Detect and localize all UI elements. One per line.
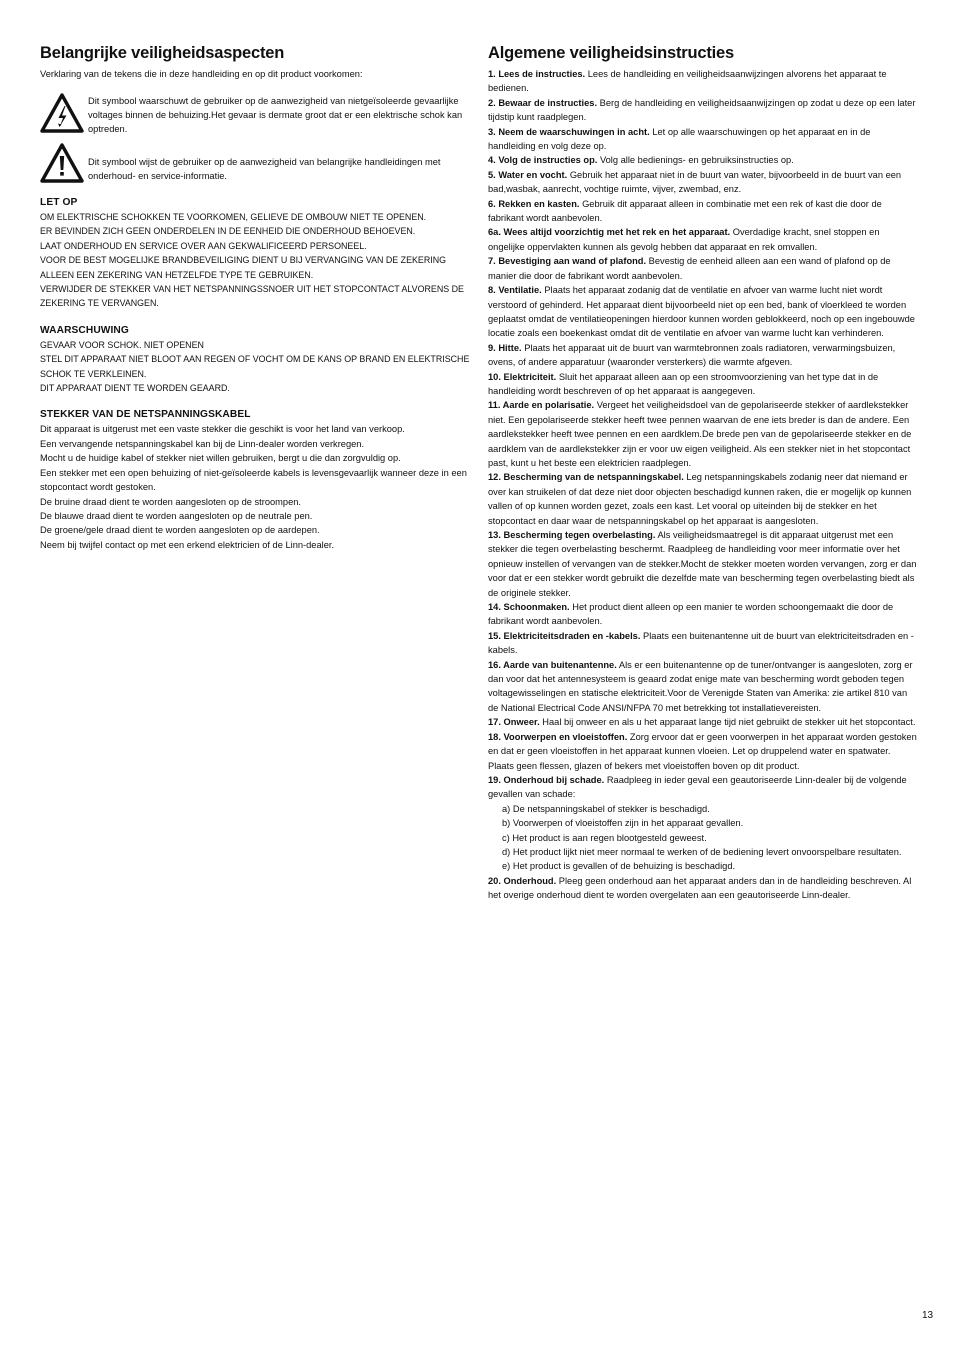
stekker-line: De bruine draad dient te worden aangesloten op de stroompen. — [40, 496, 302, 507]
instruction-text: Raadpleeg in ieder geval een geautoriseerde Linn-dealer bij de volgende gevallen van schade: — [488, 774, 907, 800]
instruction-label: 18. Voorwerpen en vloeistoffen. — [488, 731, 628, 742]
instruction-item — [488, 629, 918, 658]
instruction-label: 5. Water en vocht. — [488, 169, 568, 180]
instruction-text: Sluit het apparaat alleen aan op een stroomvoorziening van het type dat in de handleiding wordt beschreven of op het apparaat is aangegeven. — [488, 371, 879, 396]
instruction-text: Berg de handleiding en veiligheidsaanwijzingen op zodat u deze op een later tijdstip kunt raadplegen. — [488, 97, 916, 123]
instruction-text: Gebruik dit apparaat alleen in combinatie met een rek of kast die door de fabrikant wordt aanbevolen. — [488, 198, 882, 224]
let-op-heading: LET OP — [40, 197, 78, 209]
let-op-line: VERWIJDER DE STEKKER VAN HET NETSPANNINGSSNOER UIT HET STOPCONTACT ALVORENS DE ZEKERING TE VERVANGEN. — [40, 284, 464, 309]
stekker-line: De groene/gele draad dient te worden aangesloten op de aardepen. — [40, 525, 320, 536]
instruction-item — [488, 370, 918, 399]
instruction-label: 15. Elektriciteitsdraden en -kabels. — [488, 630, 641, 641]
let-op-line: OM ELEKTRISCHE SCHOKKEN TE VOORKOMEN, GELIEVE DE OMBOUW NIET TE OPENEN. — [40, 212, 427, 223]
instruction-item — [488, 153, 918, 167]
symbol-row-lightning — [40, 93, 470, 137]
intro-text: Verklaring van de tekens die in deze handleiding en op dit product voorkomen: — [40, 69, 363, 79]
stekker-line: De blauwe draad dient te worden aangesloten op de neutrale pen. — [40, 510, 313, 521]
instruction-label: 19. Onderhoud bij schade. — [488, 774, 605, 785]
instruction-label: 14. Schoonmaken. — [488, 602, 570, 613]
instruction-label: 20. Onderhoud. — [488, 875, 557, 886]
instruction-text: Als er een buitenantenne op de tuner/ontvanger is aangesloten, zorg er dan voor dat het antennesysteem is geaard zodat enige mate van bescherming wordt geboden tegen voltagewisselingen en statische elektriciteit.Voor de Verenigde Staten van Amerika: zie artikel 810 van de National Electrical Code ANSI/NFPA 70 met betrekking tot installatievereisten. — [488, 659, 913, 713]
instruction-item — [488, 658, 918, 716]
damage-case-item: a) De netspanningskabel of stekker is beschadigd. — [502, 803, 710, 814]
stekker-text — [40, 422, 470, 552]
left-column — [40, 44, 470, 552]
instruction-item — [488, 874, 918, 903]
instruction-text: Zorg ervoor dat er geen voorwerpen in het apparaat worden gestoken en dat er geen vloeistoffen in het apparaat kunnen vloeien. Let op druppelend water en spatwater. Plaats geen flessen, glazen of bekers met vloeistoffen boven op dit product. — [488, 731, 917, 771]
instruction-text: Haal bij onweer en als u het apparaat lange tijd niet gebruikt de stekker uit het stopcontact. — [542, 717, 916, 728]
instruction-item — [488, 730, 918, 773]
stekker-line: Neem bij twijfel contact op met een erkend elektricien of de Linn-dealer. — [40, 539, 335, 550]
instruction-item — [488, 67, 918, 96]
instruction-text: Pleeg geen onderhoud aan het apparaat anders dan in de handleiding beschreven. Al het overige onderhoud dient te worden overgelaten aan een geautoriseerde Linn-dealer. — [488, 875, 912, 901]
instruction-label: 11. Aarde en polarisatie. — [488, 400, 595, 411]
instruction-item — [488, 254, 918, 283]
instruction-label: 8. Ventilatie. — [488, 285, 542, 296]
section-title-general-instructions: Algemene veiligheidsinstructies — [488, 44, 734, 62]
instruction-label: 17. Onweer. — [488, 717, 540, 728]
instruction-label: 2. Bewaar de instructies. — [488, 97, 598, 108]
instruction-item — [488, 470, 918, 528]
instruction-text: Plaats het apparaat uit de buurt van warmtebronnen zoals radiatoren, verwarmingsbuizen, ovens, of andere apparatuur (waaronder versterkers) die warmte afgeven. — [488, 342, 896, 368]
instruction-text: Let op alle waarschuwingen op het apparaat en in de handleiding en volg deze op. — [488, 126, 871, 152]
page-number: 13 — [922, 1310, 934, 1321]
instruction-text: Lees de handleiding en veiligheidsaanwijzingen alvorens het apparaat te bedienen. — [488, 69, 887, 94]
instruction-item — [488, 398, 918, 470]
section-title-safety-aspects: Belangrijke veiligheidsaspecten — [40, 44, 285, 62]
instruction-text: Het product dient alleen op een manier te worden schoongemaakt die door de fabrikant wordt aanbevolen. — [488, 602, 894, 627]
waarschuwing-text — [40, 338, 470, 396]
instruction-label: 10. Elektriciteit. — [488, 371, 557, 382]
damage-case-item: e) Het product is gevallen of de behuizing is beschadigd. — [502, 861, 736, 872]
instruction-label: 6a. Wees altijd voorzichtig met het rek en het apparaat. — [488, 227, 731, 238]
damage-case-item: c) Het product is aan regen blootgesteld geweest. — [502, 832, 707, 843]
instruction-item — [488, 96, 918, 125]
instruction-text: Bevestig de eenheid alleen aan een wand of plafond op de manier die door de fabrikant wordt aanbevolen. — [488, 256, 891, 281]
instruction-item — [488, 225, 918, 254]
instruction-item — [488, 528, 918, 600]
instruction-text: Overdadige kracht, snel stoppen en ongelijke oppervlakten kunnen als gevolg hebben dat apparaat en rek omvallen. — [488, 227, 880, 252]
instruction-text: Leg netspanningskabels zodanig neer dat niemand er over kan struikelen of dat deze niet door objecten beschadigd kunnen raken, die er mogelijk op kunnen vallen of op kunnen worden gezet, zoals een kast. Let vooral op uiteinden bij de stekker en het stopcontact en daar waar de netspanningskabel op het apparaat is aangesloten. — [488, 472, 912, 526]
stekker-line: Mocht u de huidige kabel of stekker niet willen gebruiken, bergt u die dan zorgvuldig op. — [40, 453, 401, 464]
instruction-label: 13. Bescherming tegen overbelasting. — [488, 530, 656, 540]
instruction-item — [488, 197, 918, 226]
instruction-label: 9. Hitte. — [488, 342, 522, 353]
instruction-label: 7. Bevestiging aan wand of plafond. — [488, 256, 647, 267]
waarschuwing-heading: WAARSCHUWING — [40, 324, 129, 336]
damage-case-item: d) Het product lijkt niet meer normaal te werken of de bediening levert onvoorspelbare resultaten. — [502, 846, 902, 857]
instruction-text: Als veiligheidsmaatregel is dit apparaat uitgerust met een stekker die tegen overbelasting beschermt. Raadpleeg de handleiding voor meer informatie over het opnieuw instellen of vervangen van de stekker.Mocht de stekker moeten worden vervangen, zorg er dan voor dat er een stekker wordt gebruikt die dezelfde mate van bescherming tegen overbelasting biedt als de originele stekker. — [488, 530, 917, 598]
instruction-text: Vergeet het veiligheidsdoel van de gepolariseerde stekker of aardlekstekker niet. Een gepolariseerde stekker heeft twee pennen waarvan de ene iets breder is dan de andere. Een aardlekstekker heeft twee pennen en een aardklem.De brede pen van de gepolariseerde stekker en de aardklem van de aardlekstekker zijn er voor uw eigen veiligheid. Als een stekker niet in het stopcontact past, kunt u het beste een elektricien raadplegen. — [488, 400, 912, 468]
instruction-item — [488, 283, 918, 341]
instruction-item — [488, 600, 918, 629]
let-op-line: VOOR DE BEST MOGELIJKE BRANDBEVEILIGING DIENT U BIJ VERVANGING VAN DE ZEKERING ALLEEN EEN ZEKERING VAN HETZELFDE TYPE TE GEBRUIKEN. — [40, 255, 447, 280]
symbol-row-exclamation — [40, 143, 470, 183]
let-op-text — [40, 210, 470, 311]
let-op-line: ER BEVINDEN ZICH GEEN ONDERDELEN IN DE EENHEID DIE ONDERHOUD BEHOEVEN. — [40, 226, 416, 237]
instruction-label: 1. Lees de instructies. — [488, 69, 586, 79]
instruction-label: 12. Bescherming van de netspanningskabel. — [488, 472, 684, 483]
stekker-line: Dit apparaat is uitgerust met een vaste stekker die geschikt is voor het land van verkoop. — [40, 424, 405, 435]
stekker-line: Een stekker met een open behuizing of niet-geïsoleerde kabels is levensgevaarlijk wanneer deze in een stopcontact wordt gestoken. — [40, 467, 467, 493]
instruction-item — [488, 168, 918, 197]
let-op-line: LAAT ONDERHOUD EN SERVICE OVER AAN GEKWALIFICEERD PERSONEEL. — [40, 240, 367, 251]
instruction-text: Gebruik het apparaat niet in de buurt van water, bijvoorbeeld in de buurt van een bad,wasbak, aanrecht, vochtige ruimte, vijver, zwembad, enz. — [488, 169, 902, 195]
lightning-warning-icon — [40, 93, 84, 133]
waarschuwing-line: STEL DIT APPARAAT NIET BLOOT AAN REGEN OF VOCHT OM DE KANS OP BRAND EN ELEKTRISCHE SCHOK TE VERKLEINEN. — [40, 354, 470, 379]
instruction-list — [488, 67, 918, 802]
instruction-label: 3. Neem de waarschuwingen in acht. — [488, 126, 650, 137]
exclamation-warning-icon — [40, 143, 84, 183]
symbol-exclamation-text: Dit symbool wijst de gebruiker op de aanwezigheid van belangrijke handleidingen met onderhoud- en service-informatie. — [88, 156, 441, 181]
stekker-line: Een vervangende netspanningskabel kan bij de Linn-dealer worden verkregen. — [40, 438, 365, 449]
instruction-item — [488, 773, 918, 802]
right-column — [488, 44, 918, 903]
waarschuwing-line: GEVAAR VOOR SCHOK. NIET OPENEN — [40, 339, 204, 350]
instruction-text: Plaats een buitenantenne uit de buurt van elektriciteitsdraden en -kabels. — [488, 630, 914, 656]
instruction-label: 4. Volg de instructies op. — [488, 155, 598, 166]
instruction-label: 6. Rekken en kasten. — [488, 198, 580, 209]
instruction-item — [488, 125, 918, 154]
symbol-lightning-text: Dit symbool waarschuwt de gebruiker op de aanwezigheid van nietgeïsoleerde gevaarlijke voltages binnen de behuizing.Het gevaar is dermate groot dat er een elektrische schok kan optreden. — [88, 96, 463, 135]
instruction-text: Volg alle bedienings- en gebruiksinstructies op. — [599, 155, 794, 166]
instruction-text: Plaats het apparaat zodanig dat de ventilatie en afvoer van warme lucht niet wordt verstoord of gehinderd. Het apparaat dient bijvoorbeeld niet op een bed, bank of vloerkleed te worden geplaatst omdat de ventilatieopeningen hierdoor kunnen worden geblokkeerd, noch op een ingebouwde locatie zoals een boekenkast omdat dit de ventilatie en afvoer van warme lucht kan verhinderen. — [488, 285, 915, 339]
damage-cases-list — [488, 802, 918, 874]
instruction-item — [488, 341, 918, 370]
instruction-label: 16. Aarde van buitenantenne. — [488, 659, 617, 670]
waarschuwing-line: DIT APPARAAT DIENT TE WORDEN GEAARD. — [40, 383, 230, 394]
stekker-heading: STEKKER VAN DE NETSPANNINGSKABEL — [40, 409, 251, 421]
instruction-item — [488, 715, 918, 729]
damage-case-item: b) Voorwerpen of vloeistoffen zijn in het apparaat gevallen. — [502, 818, 744, 829]
